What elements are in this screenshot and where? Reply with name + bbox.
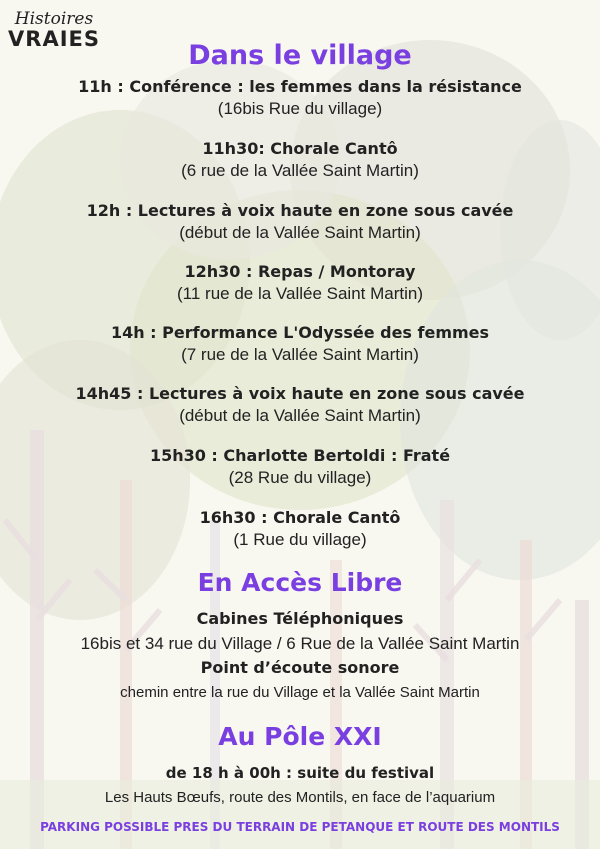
ecoute-title: Point d’écoute sonore (200, 658, 400, 677)
logo (8, 10, 100, 50)
pole-address: Les Hauts Bœufs, route des Montils, en face de l’aquarium (104, 789, 496, 806)
event-item (0, 322, 600, 366)
event-address: (7 rue de la Vallée Saint Martin) (181, 345, 419, 364)
event-item (0, 507, 600, 551)
event-address: (début de la Vallée Saint Martin) (179, 406, 421, 425)
logo-line1: Histoires (14, 9, 94, 29)
event-title: 14h45 : Lectures à voix haute en zone sous cavée (75, 384, 525, 403)
event-address: (1 Rue du village) (233, 530, 367, 549)
logo-line2: VRAIES (8, 27, 100, 51)
pole-subtitle: de 18 h à 00h : suite du festival (165, 764, 435, 782)
event-address: (16bis Rue du village) (217, 99, 383, 118)
event-title: 14h : Performance L'Odyssée des femmes (110, 323, 490, 342)
event-item (0, 383, 600, 427)
cabines-address: 16bis et 34 rue du Village / 6 Rue de la Vallée Saint Martin (80, 634, 520, 653)
event-title: 16h30 : Chorale Cantô (199, 508, 401, 527)
event-title: 15h30 : Charlotte Bertoldi : Fraté (149, 446, 451, 465)
event-address: (28 Rue du village) (228, 468, 372, 487)
event-address: (début de la Vallée Saint Martin) (179, 223, 421, 242)
event-item (0, 200, 600, 244)
event-item (0, 76, 600, 120)
event-item (0, 445, 600, 489)
section-title-pole: Au Pôle XXI (218, 722, 382, 751)
event-title: 11h : Conférence : les femmes dans la résistance (78, 77, 522, 96)
event-address: (6 rue de la Vallée Saint Martin) (181, 161, 419, 180)
event-address: (11 rue de la Vallée Saint Martin) (177, 284, 423, 303)
event-title: 11h30: Chorale Cantô (202, 139, 398, 158)
section-title-village: Dans le village (188, 40, 412, 71)
parking-notice: PARKING POSSIBLE PRES DU TERRAIN DE PETANQUE ET ROUTE DES MONTILS (40, 820, 560, 834)
ecoute-address: chemin entre la rue du Village et la Vallée Saint Martin (120, 684, 480, 701)
event-title: 12h : Lectures à voix haute en zone sous cavée (86, 201, 514, 220)
cabines-title: Cabines Téléphoniques (196, 609, 404, 628)
event-title: 12h30 : Repas / Montoray (184, 262, 416, 281)
section-title-acces-libre: En Accès Libre (197, 568, 403, 597)
event-item (0, 138, 600, 182)
event-item (0, 261, 600, 305)
